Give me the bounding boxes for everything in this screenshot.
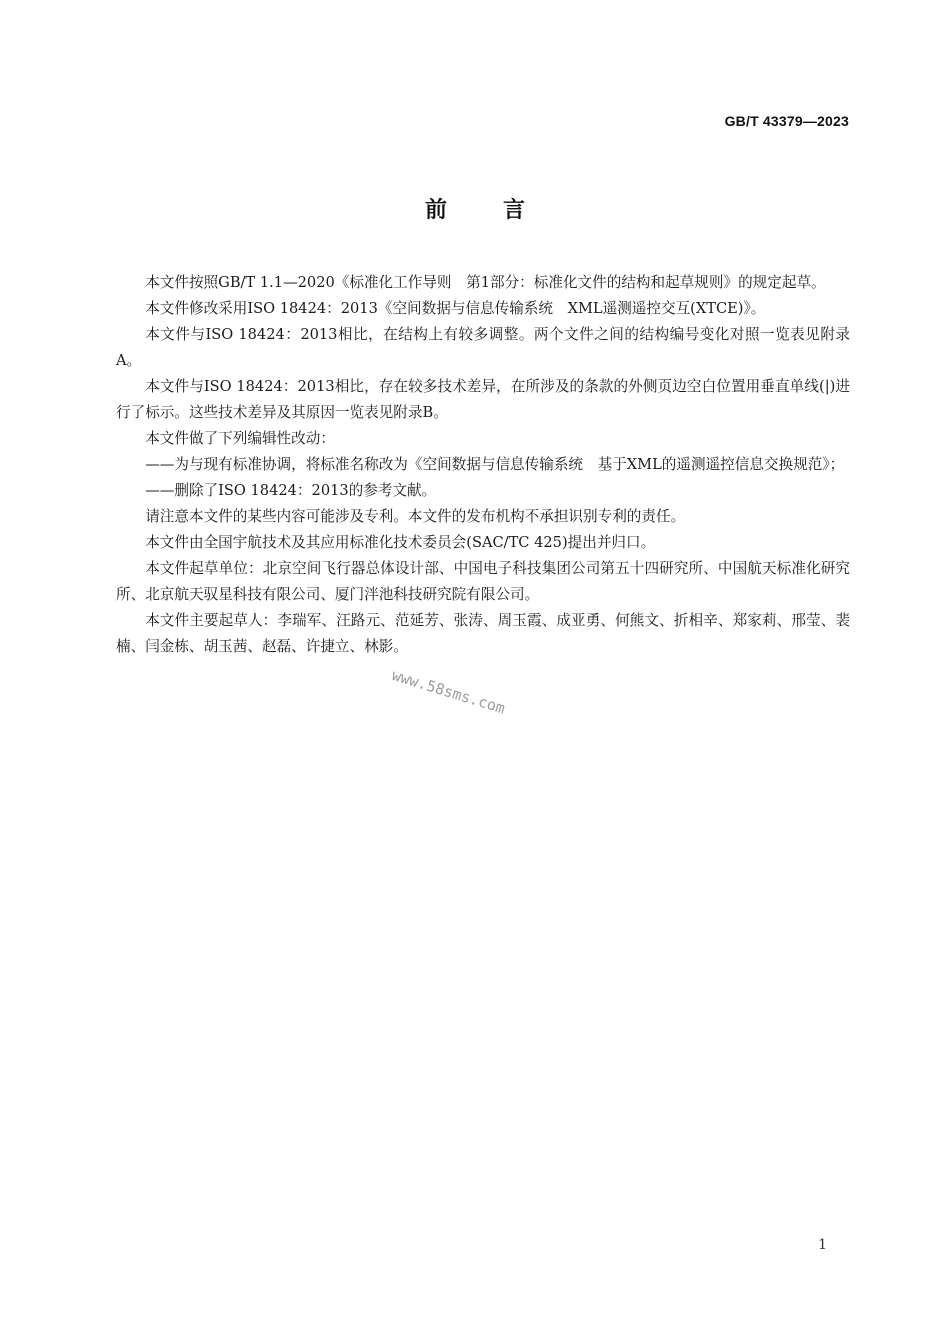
document-code: GB/T 43379—2023 [724,113,849,129]
paragraph-adoption: 本文件修改采用ISO 18424：2013《空间数据与信息传输系统 XML遥测遥控交互(XTCE)》。 [145,300,766,317]
foreword-body [116,270,850,660]
list-item-rename: ——为与现有标准协调，将标准名称改为《空间数据与信息传输系统 基于XML的遥测遥控信息交换规范》； [145,456,845,473]
paragraph-proposed-by: 本文件由全国宇航技术及其应用标准化技术委员会(SAC/TC 425)提出并归口。 [145,534,656,551]
page-title: 前言 [424,198,581,223]
paragraph-drafters: 本文件主要起草人：李瑞军、汪路元、范延芳、张涛、周玉霞、成亚勇、何熊文、折相辛、郑家莉、邢莹、裴楠、闫金栋、胡玉茜、赵磊、许捷立、林影。 [116,612,850,655]
list-item-remove-references: ——删除了ISO 18424：2013的参考文献。 [145,482,437,499]
paragraph-patent-notice: 请注意本文件的某些内容可能涉及专利。本文件的发布机构不承担识别专利的责任。 [145,508,686,525]
page-number: 1 [818,1237,827,1253]
paragraph-drafting-rules: 本文件按照GB/T 1.1—2020《标准化工作导则 第1部分：标准化文件的结构和起草规则》的规定起草。 [145,274,826,291]
paragraph-editorial-changes: 本文件做了下列编辑性改动： [145,430,335,447]
watermark: www.58sms.com [389,666,508,718]
paragraph-structure-changes: 本文件与ISO 18424：2013相比，在结构上有较多调整。两个文件之间的结构编号变化对照一览表见附录A。 [116,326,850,369]
paragraph-technical-differences: 本文件与ISO 18424：2013相比，存在较多技术差异，在所涉及的条款的外侧页边空白位置用垂直单线(|)进行了标示。这些技术差异及其原因一览表见附录B。 [116,378,850,421]
paragraph-drafting-units: 本文件起草单位：北京空间飞行器总体设计部、中国电子科技集团公司第五十四研究所、中国航天标准化研究所、北京航天驭星科技有限公司、厦门泮池科技研究院有限公司。 [116,560,850,603]
